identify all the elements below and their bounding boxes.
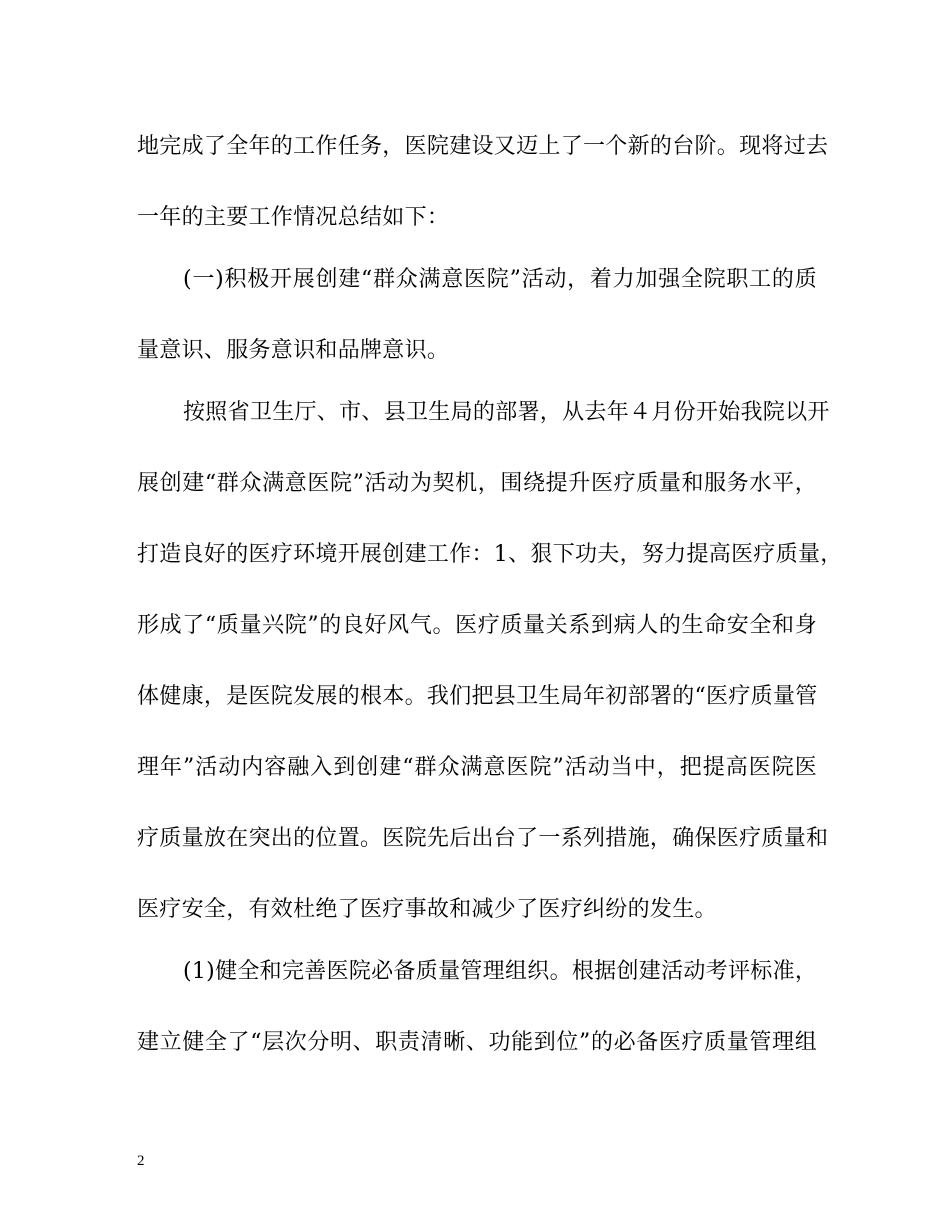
text-line: 打造良好的医疗环境开展创建工作：1、狠下功夫，努力提高医疗质量， <box>137 542 843 567</box>
text-line: (一)积极开展创建“群众满意医院”活动，着力加强全院职工的质 <box>183 267 817 292</box>
text-line: 医疗安全，有效杜绝了医疗事故和减少了医疗纠纷的发生。 <box>137 897 717 922</box>
page-number: 2 <box>137 1153 145 1169</box>
text-line: 形成了“质量兴院”的良好风气。医疗质量关系到病人的生命安全和身 <box>137 613 817 638</box>
text-line: (1)健全和完善医院必备质量管理组织。根据创建活动考评标准， <box>183 959 818 984</box>
text-line: 理年”活动内容融入到创建“群众满意医院”活动当中，把提高医院医 <box>137 755 817 780</box>
text-line: 体健康，是医院发展的根本。我们把县卫生局年初部署的“医疗质量管 <box>137 684 818 709</box>
text-line: 一年的主要工作情况总结如下： <box>137 205 450 230</box>
text-line: 按照省卫生厅、市、县卫生局的部署，从去年４月份开始我院以开 <box>183 400 830 425</box>
text-line: 量意识、服务意识和品牌意识。 <box>137 338 450 363</box>
text-line: 建立健全了“层次分明、职责清晰、功能到位”的必备医疗质量管理组 <box>137 1030 817 1055</box>
text-line: 展创建“群众满意医院”活动为契机，围绕提升医疗质量和服务水平， <box>137 471 817 496</box>
text-line: 地完成了全年的工作任务，医院建设又迈上了一个新的台阶。现将过去 <box>137 134 829 159</box>
text-line: 疗质量放在突出的位置。医院先后出台了一系列措施，确保医疗质量和 <box>137 826 829 851</box>
